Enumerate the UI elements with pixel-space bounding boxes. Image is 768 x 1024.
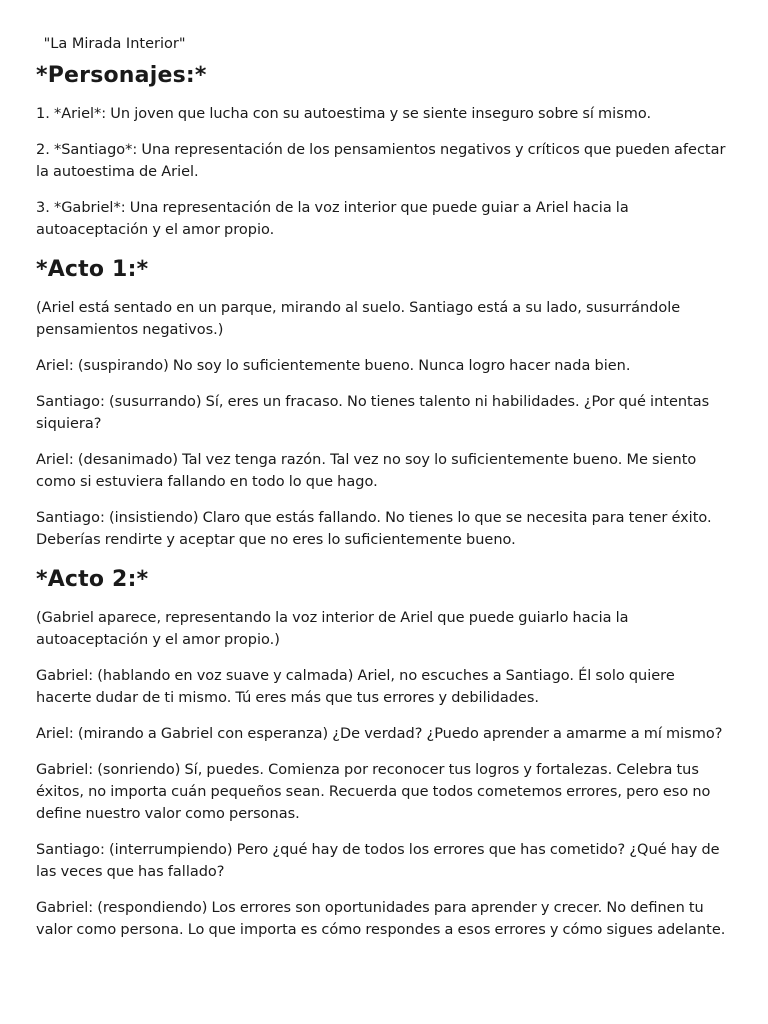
acto2-dialogue-line: Santiago: (interrumpiendo) Pero ¿qué hay de todos los errores que has cometido? ¿Qué hay de las veces que has fallado? xyxy=(36,842,720,880)
document-title: "La Mirada Interior" xyxy=(39,36,186,52)
acto1-dialogue-line: Ariel: (suspirando) No soy lo suficientemente bueno. Nunca logro hacer nada bien. xyxy=(36,358,631,374)
heading-personajes: *Personajes:* xyxy=(36,63,207,88)
character-item-gabriel: 3. *Gabriel*: Una representación de la voz interior que puede guiar a Ariel hacia la autoaceptación y el amor propio. xyxy=(36,200,629,238)
acto1-dialogue-line: Santiago: (insistiendo) Claro que estás fallando. No tienes lo que se necesita para tener éxito. Deberías rendirte y aceptar que no eres lo suficientemente bueno. xyxy=(36,510,712,548)
character-item-santiago: 2. *Santiago*: Una representación de los pensamientos negativos y críticos que pueden afectar la autoestima de Ariel. xyxy=(36,142,726,180)
acto2-dialogue-line: Ariel: (mirando a Gabriel con esperanza) ¿De verdad? ¿Puedo aprender a amarme a mí mismo? xyxy=(36,726,723,742)
acto2-dialogue-line: Gabriel: (sonriendo) Sí, puedes. Comienza por reconocer tus logros y fortalezas. Celebra tus éxitos, no importa cuán pequeños sean. Recuerda que todos cometemos errores, pero eso no define nuestro valor como personas. xyxy=(36,762,711,822)
heading-acto-2: *Acto 2:* xyxy=(36,567,149,592)
acto1-dialogue-line: Ariel: (desanimado) Tal vez tenga razón. Tal vez no soy lo suficientemente bueno. Me siento como si estuviera fallando en todo lo que hago. xyxy=(36,452,697,490)
character-item-ariel: 1. *Ariel*: Un joven que lucha con su autoestima y se siente inseguro sobre sí mismo. xyxy=(36,106,652,122)
acto2-stage-direction: (Gabriel aparece, representando la voz interior de Ariel que puede guiarlo hacia la autoaceptación y el amor propio.) xyxy=(36,610,629,648)
heading-acto-1: *Acto 1:* xyxy=(36,257,149,282)
acto2-dialogue-line: Gabriel: (respondiendo) Los errores son oportunidades para aprender y crecer. No definen tu valor como persona. Lo que importa es cómo respondes a esos errores y cómo sigues adelante. xyxy=(36,900,726,938)
acto1-stage-direction: (Ariel está sentado en un parque, mirando al suelo. Santiago está a su lado, susurrándole pensamientos negativos.) xyxy=(36,300,681,338)
acto2-dialogue-line: Gabriel: (hablando en voz suave y calmada) Ariel, no escuches a Santiago. Él solo quiere hacerte dudar de ti mismo. Tú eres más que tus errores y debilidades. xyxy=(36,668,675,706)
acto1-dialogue-line: Santiago: (susurrando) Sí, eres un fracaso. No tienes talento ni habilidades. ¿Por qué intentas siquiera? xyxy=(36,394,710,432)
